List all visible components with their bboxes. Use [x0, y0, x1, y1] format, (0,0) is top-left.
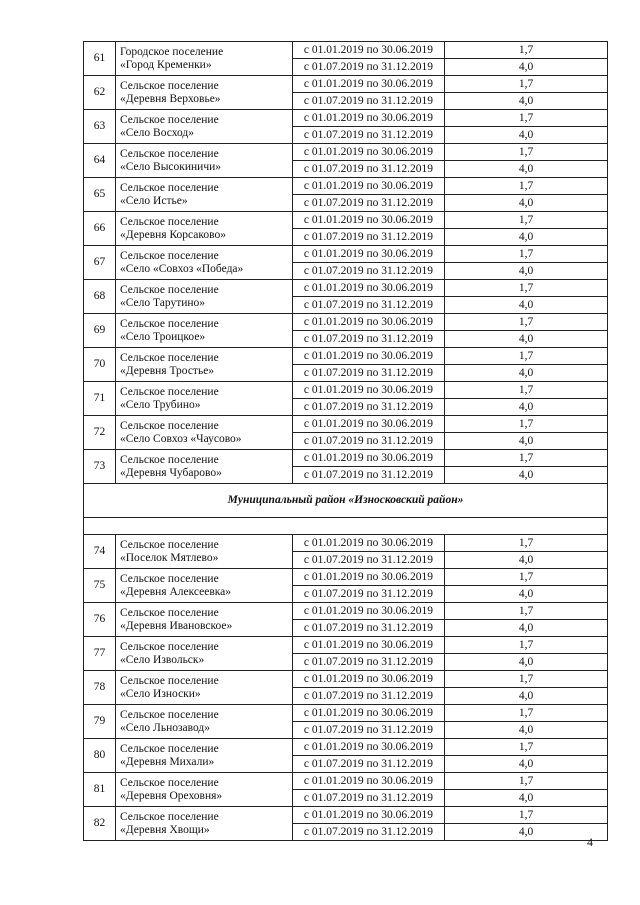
- settlement-name: [116, 416, 293, 450]
- settlement-type: Сельское поселение: [120, 573, 219, 586]
- rate-first-half: 1,7: [445, 110, 608, 127]
- row-number: 69: [84, 314, 116, 348]
- page-number: 4: [587, 835, 593, 849]
- row-number: 62: [84, 76, 116, 110]
- period-first-half: с 01.01.2019 по 30.06.2019: [293, 76, 445, 93]
- period-first-half: с 01.01.2019 по 30.06.2019: [293, 348, 445, 365]
- period-first-half: с 01.01.2019 по 30.06.2019: [293, 144, 445, 161]
- table-row: [84, 76, 608, 93]
- period-first-half: с 01.01.2019 по 30.06.2019: [293, 110, 445, 127]
- rate-first-half: 1,7: [445, 382, 608, 399]
- rate-first-half: 1,7: [445, 246, 608, 263]
- period-first-half: с 01.01.2019 по 30.06.2019: [293, 671, 445, 688]
- settlement-title: «Село Троицкое»: [120, 330, 206, 343]
- rate-second-half: 4,0: [445, 161, 608, 178]
- rate-second-half: 4,0: [445, 756, 608, 773]
- period-second-half: с 01.07.2019 по 31.12.2019: [293, 620, 445, 637]
- row-number: 64: [84, 144, 116, 178]
- rate-second-half: 4,0: [445, 229, 608, 246]
- period-second-half: с 01.07.2019 по 31.12.2019: [293, 161, 445, 178]
- settlement-title: «Деревня Ивановское»: [120, 619, 233, 632]
- period-first-half: с 01.01.2019 по 30.06.2019: [293, 569, 445, 586]
- period-second-half: с 01.07.2019 по 31.12.2019: [293, 552, 445, 569]
- settlement-name: [116, 450, 293, 484]
- row-number: 71: [84, 382, 116, 416]
- period-second-half: с 01.07.2019 по 31.12.2019: [293, 399, 445, 416]
- period-first-half: с 01.01.2019 по 30.06.2019: [293, 773, 445, 790]
- settlement-type: Сельское поселение: [120, 386, 219, 399]
- settlement-type: Сельское поселение: [120, 114, 219, 127]
- settlement-title: «Деревня Хвощи»: [120, 823, 210, 836]
- table-row: [84, 110, 608, 127]
- settlement-name: [116, 212, 293, 246]
- settlement-name: [116, 314, 293, 348]
- settlement-title: «Село Извольск»: [120, 653, 205, 666]
- rate-second-half: 4,0: [445, 433, 608, 450]
- settlement-title: «Деревня Алексеевка»: [120, 585, 232, 598]
- settlement-type: Сельское поселение: [120, 250, 219, 263]
- period-second-half: с 01.07.2019 по 31.12.2019: [293, 722, 445, 739]
- settlement-title: «Деревня Михали»: [120, 755, 215, 768]
- period-second-half: с 01.07.2019 по 31.12.2019: [293, 790, 445, 807]
- rate-first-half: 1,7: [445, 314, 608, 331]
- settlement-type: Сельское поселение: [120, 80, 219, 93]
- settlement-title: «Село Трубино»: [120, 398, 201, 411]
- settlement-type: Сельское поселение: [120, 318, 219, 331]
- rate-second-half: 4,0: [445, 195, 608, 212]
- settlement-type: Сельское поселение: [120, 284, 219, 297]
- rate-second-half: 4,0: [445, 399, 608, 416]
- settlement-type: Сельское поселение: [120, 675, 219, 688]
- period-first-half: с 01.01.2019 по 30.06.2019: [293, 178, 445, 195]
- rate-first-half: 1,7: [445, 603, 608, 620]
- settlement-title: «Деревня Тростье»: [120, 364, 215, 377]
- row-number: 72: [84, 416, 116, 450]
- rate-first-half: 1,7: [445, 280, 608, 297]
- rate-second-half: 4,0: [445, 586, 608, 603]
- settlement-name: [116, 637, 293, 671]
- period-first-half: с 01.01.2019 по 30.06.2019: [293, 382, 445, 399]
- settlement-title: «Город Кременки»: [120, 58, 212, 71]
- settlement-name: [116, 42, 293, 76]
- section-gap-row: [84, 518, 608, 535]
- row-number: 81: [84, 773, 116, 807]
- empty-row: [84, 518, 608, 535]
- period-second-half: с 01.07.2019 по 31.12.2019: [293, 331, 445, 348]
- rate-first-half: 1,7: [445, 739, 608, 756]
- period-second-half: с 01.07.2019 по 31.12.2019: [293, 297, 445, 314]
- settlement-title: «Село Высокиничи»: [120, 160, 222, 173]
- settlement-title: «Деревня Чубарово»: [120, 466, 222, 479]
- settlement-type: Сельское поселение: [120, 454, 219, 467]
- table-row: [84, 382, 608, 399]
- period-second-half: с 01.07.2019 по 31.12.2019: [293, 688, 445, 705]
- settlement-type: Сельское поселение: [120, 777, 219, 790]
- table-row: [84, 739, 608, 756]
- row-number: 66: [84, 212, 116, 246]
- settlement-title: «Село Льнозавод»: [120, 721, 210, 734]
- row-number: 74: [84, 535, 116, 569]
- table-row: [84, 144, 608, 161]
- table-row: [84, 280, 608, 297]
- period-first-half: с 01.01.2019 по 30.06.2019: [293, 280, 445, 297]
- settlement-name: [116, 739, 293, 773]
- table-section-iznoski-group: [84, 535, 608, 841]
- row-number: 78: [84, 671, 116, 705]
- rate-second-half: 4,0: [445, 824, 608, 841]
- rate-second-half: 4,0: [445, 93, 608, 110]
- rate-second-half: 4,0: [445, 263, 608, 280]
- section-title: Муниципальный район «Износковский район»: [84, 484, 608, 518]
- rate-first-half: 1,7: [445, 535, 608, 552]
- period-second-half: с 01.07.2019 по 31.12.2019: [293, 654, 445, 671]
- rate-first-half: 1,7: [445, 807, 608, 824]
- row-number: 75: [84, 569, 116, 603]
- settlement-name: [116, 178, 293, 212]
- table-row: [84, 773, 608, 790]
- settlement-name: [116, 535, 293, 569]
- row-number: 63: [84, 110, 116, 144]
- row-number: 61: [84, 42, 116, 76]
- period-second-half: с 01.07.2019 по 31.12.2019: [293, 365, 445, 382]
- settlement-name: [116, 348, 293, 382]
- period-second-half: с 01.07.2019 по 31.12.2019: [293, 467, 445, 484]
- settlement-type: Сельское поселение: [120, 352, 219, 365]
- rate-first-half: 1,7: [445, 569, 608, 586]
- settlement-type: Сельское поселение: [120, 811, 219, 824]
- table-row: [84, 807, 608, 824]
- settlement-title: «Село Истье»: [120, 194, 188, 207]
- period-second-half: с 01.07.2019 по 31.12.2019: [293, 433, 445, 450]
- table-row: [84, 671, 608, 688]
- row-number: 70: [84, 348, 116, 382]
- rate-second-half: 4,0: [445, 654, 608, 671]
- rate-second-half: 4,0: [445, 365, 608, 382]
- period-first-half: с 01.01.2019 по 30.06.2019: [293, 807, 445, 824]
- rate-second-half: 4,0: [445, 790, 608, 807]
- row-number: 67: [84, 246, 116, 280]
- period-second-half: с 01.07.2019 по 31.12.2019: [293, 824, 445, 841]
- rate-second-half: 4,0: [445, 127, 608, 144]
- settlement-type: Сельское поселение: [120, 743, 219, 756]
- row-number: 82: [84, 807, 116, 841]
- period-second-half: с 01.07.2019 по 31.12.2019: [293, 127, 445, 144]
- settlement-name: [116, 76, 293, 110]
- settlement-name: [116, 569, 293, 603]
- settlement-name: [116, 773, 293, 807]
- rate-second-half: 4,0: [445, 722, 608, 739]
- settlement-type: Сельское поселение: [120, 607, 219, 620]
- rate-first-half: 1,7: [445, 76, 608, 93]
- rate-first-half: 1,7: [445, 144, 608, 161]
- rate-first-half: 1,7: [445, 348, 608, 365]
- period-first-half: с 01.01.2019 по 30.06.2019: [293, 212, 445, 229]
- settlement-name: [116, 280, 293, 314]
- settlement-name: [116, 144, 293, 178]
- period-first-half: с 01.01.2019 по 30.06.2019: [293, 246, 445, 263]
- settlement-title: «Деревня Ореховня»: [120, 789, 223, 802]
- period-first-half: с 01.01.2019 по 30.06.2019: [293, 603, 445, 620]
- table-section-kremenki-group: [84, 42, 608, 484]
- table-row: [84, 535, 608, 552]
- period-first-half: с 01.01.2019 по 30.06.2019: [293, 535, 445, 552]
- period-second-half: с 01.07.2019 по 31.12.2019: [293, 756, 445, 773]
- row-number: 79: [84, 705, 116, 739]
- rate-first-half: 1,7: [445, 671, 608, 688]
- period-second-half: с 01.07.2019 по 31.12.2019: [293, 195, 445, 212]
- row-number: 76: [84, 603, 116, 637]
- tariff-table: [83, 41, 608, 841]
- settlement-title: «Деревня Корсаково»: [120, 228, 226, 241]
- settlement-name: [116, 110, 293, 144]
- table-row: [84, 348, 608, 365]
- settlement-name: [116, 603, 293, 637]
- table-row: [84, 212, 608, 229]
- rate-second-half: 4,0: [445, 467, 608, 484]
- row-number: 77: [84, 637, 116, 671]
- table-row: [84, 178, 608, 195]
- period-second-half: с 01.07.2019 по 31.12.2019: [293, 586, 445, 603]
- settlement-title: «Село «Совхоз «Победа»: [120, 262, 244, 275]
- period-second-half: с 01.07.2019 по 31.12.2019: [293, 263, 445, 280]
- table-row: [84, 246, 608, 263]
- table-row: [84, 569, 608, 586]
- rate-second-half: 4,0: [445, 297, 608, 314]
- rate-first-half: 1,7: [445, 42, 608, 59]
- settlement-type: Сельское поселение: [120, 709, 219, 722]
- table-row: [84, 705, 608, 722]
- row-number: 68: [84, 280, 116, 314]
- settlement-type: Сельское поселение: [120, 216, 219, 229]
- rate-first-half: 1,7: [445, 178, 608, 195]
- settlement-title: «Село Совхоз «Чаусово»: [120, 432, 242, 445]
- row-number: 65: [84, 178, 116, 212]
- rate-first-half: 1,7: [445, 416, 608, 433]
- period-first-half: с 01.01.2019 по 30.06.2019: [293, 739, 445, 756]
- period-second-half: с 01.07.2019 по 31.12.2019: [293, 93, 445, 110]
- settlement-type: Сельское поселение: [120, 420, 219, 433]
- rate-first-half: 1,7: [445, 212, 608, 229]
- settlement-type: Сельское поселение: [120, 539, 219, 552]
- period-first-half: с 01.01.2019 по 30.06.2019: [293, 637, 445, 654]
- rate-first-half: 1,7: [445, 773, 608, 790]
- settlement-type: Городское поселение: [120, 46, 224, 59]
- settlement-title: «Село Тарутино»: [120, 296, 206, 309]
- row-number: 80: [84, 739, 116, 773]
- rate-second-half: 4,0: [445, 552, 608, 569]
- table-row: [84, 450, 608, 467]
- rate-first-half: 1,7: [445, 637, 608, 654]
- rate-first-half: 1,7: [445, 450, 608, 467]
- settlement-name: [116, 705, 293, 739]
- rate-first-half: 1,7: [445, 705, 608, 722]
- row-number: 73: [84, 450, 116, 484]
- settlement-name: [116, 671, 293, 705]
- settlement-type: Сельское поселение: [120, 182, 219, 195]
- table-row: [84, 42, 608, 59]
- period-second-half: с 01.07.2019 по 31.12.2019: [293, 229, 445, 246]
- period-first-half: с 01.01.2019 по 30.06.2019: [293, 416, 445, 433]
- settlement-type: Сельское поселение: [120, 641, 219, 654]
- rate-second-half: 4,0: [445, 331, 608, 348]
- settlement-title: «Село Износки»: [120, 687, 201, 700]
- period-first-half: с 01.01.2019 по 30.06.2019: [293, 314, 445, 331]
- period-first-half: с 01.01.2019 по 30.06.2019: [293, 450, 445, 467]
- table-row: [84, 314, 608, 331]
- period-first-half: с 01.01.2019 по 30.06.2019: [293, 42, 445, 59]
- period-first-half: с 01.01.2019 по 30.06.2019: [293, 705, 445, 722]
- settlement-name: [116, 246, 293, 280]
- table-section-header: [84, 484, 608, 535]
- settlement-type: Сельское поселение: [120, 148, 219, 161]
- section-title-row: [84, 484, 608, 518]
- settlement-title: «Село Восход»: [120, 126, 195, 139]
- settlement-title: «Поселок Мятлево»: [120, 551, 219, 564]
- rate-second-half: 4,0: [445, 620, 608, 637]
- rate-second-half: 4,0: [445, 688, 608, 705]
- table-row: [84, 416, 608, 433]
- period-second-half: с 01.07.2019 по 31.12.2019: [293, 59, 445, 76]
- settlement-name: [116, 382, 293, 416]
- settlement-title: «Деревня Верховье»: [120, 92, 221, 105]
- rate-second-half: 4,0: [445, 59, 608, 76]
- settlement-name: [116, 807, 293, 841]
- table-row: [84, 603, 608, 620]
- table-row: [84, 637, 608, 654]
